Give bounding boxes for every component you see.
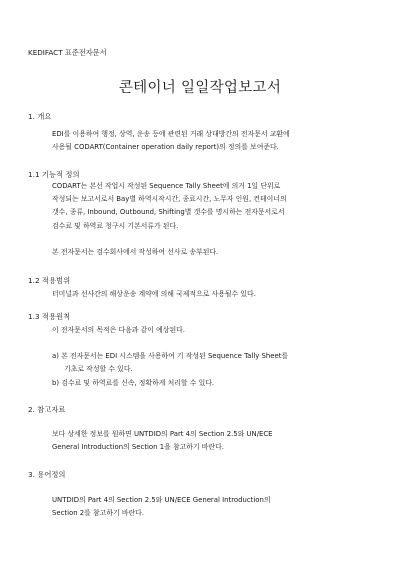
text-line: CODART는 본선 작업시 작성된 Sequence Tally Sheet에 의거 1일 단위로 [52,182,281,190]
section-heading-overview: 1. 개요 [28,112,52,121]
text-line: Section 2를 참고하기 바란다. [52,509,144,518]
section-heading-functional-definition: 1.1 기능적 정의 [28,170,80,179]
text-line: 검수료 및 하역료 청구시 기본서류가 된다. [52,221,179,230]
section-heading-terms: 3. 용어정의 [28,470,66,479]
text-line: 작성되는 보고서로서 Bay별 하역시작시간, 종료시간, 노무자 인원, 컨테이너의 [52,195,287,204]
text-line: 기초로 작성할 수 있다. [64,365,133,374]
text-line: EDI를 이용하여 행정, 상역, 운송 등에 관련된 거래 상대방간의 전자문서 교환에 [52,130,290,138]
section-heading-references: 2. 참고자료 [28,405,66,414]
principle-item-a [52,350,288,376]
section-heading-principles: 1.3 적용원칙 [28,312,71,321]
principle-item-b: b) 검수료 및 하역료를 신속, 정확하게 처리할 수 있다. [52,379,215,387]
section-note-functional-definition: 본 전자문서는 검수회사에서 작성하여 선사로 송부된다. [52,248,219,256]
text-line: a) 본 전자문서는 EDI 시스템을 사용하여 기 작성된 Sequence Tally Sheet를 [52,352,289,360]
section-body-functional-definition [52,180,287,233]
text-line: 사용될 CODART(Container operation daily report)의 정의를 보여준다. [52,143,279,152]
section-body-overview [52,128,290,154]
section-body-references [52,428,273,454]
document-type-label: KEDIFACT 표준전자문서 [28,48,107,57]
section-intro-principles: 이 전자문서의 목적은 다음과 같이 예상된다. [52,326,185,334]
section-heading-scope: 1.2 적용범위 [28,276,71,285]
text-line: UNTDID의 Part 4의 Section 2.5와 UN/ECE General Introduction의 [52,496,271,504]
section-body-terms [52,494,270,520]
text-line: 갯수, 종류, Inbound, Outbound, Shifting별 갯수를 명시하는 전자문서로서 [52,208,285,217]
document-title: 콘테이너 일일작업보고서 [118,80,282,96]
text-line: 보다 상세한 정보를 원하면 UNTDID의 Part 4의 Section 2.5와 UN/ECE [52,430,273,438]
section-body-scope: 터미널과 선사간의 해상운송 계약에 의해 국제적으로 사용될수 있다. [52,290,256,298]
text-line: General Introduction의 Section 1을 참고하기 바란다. [52,443,224,452]
